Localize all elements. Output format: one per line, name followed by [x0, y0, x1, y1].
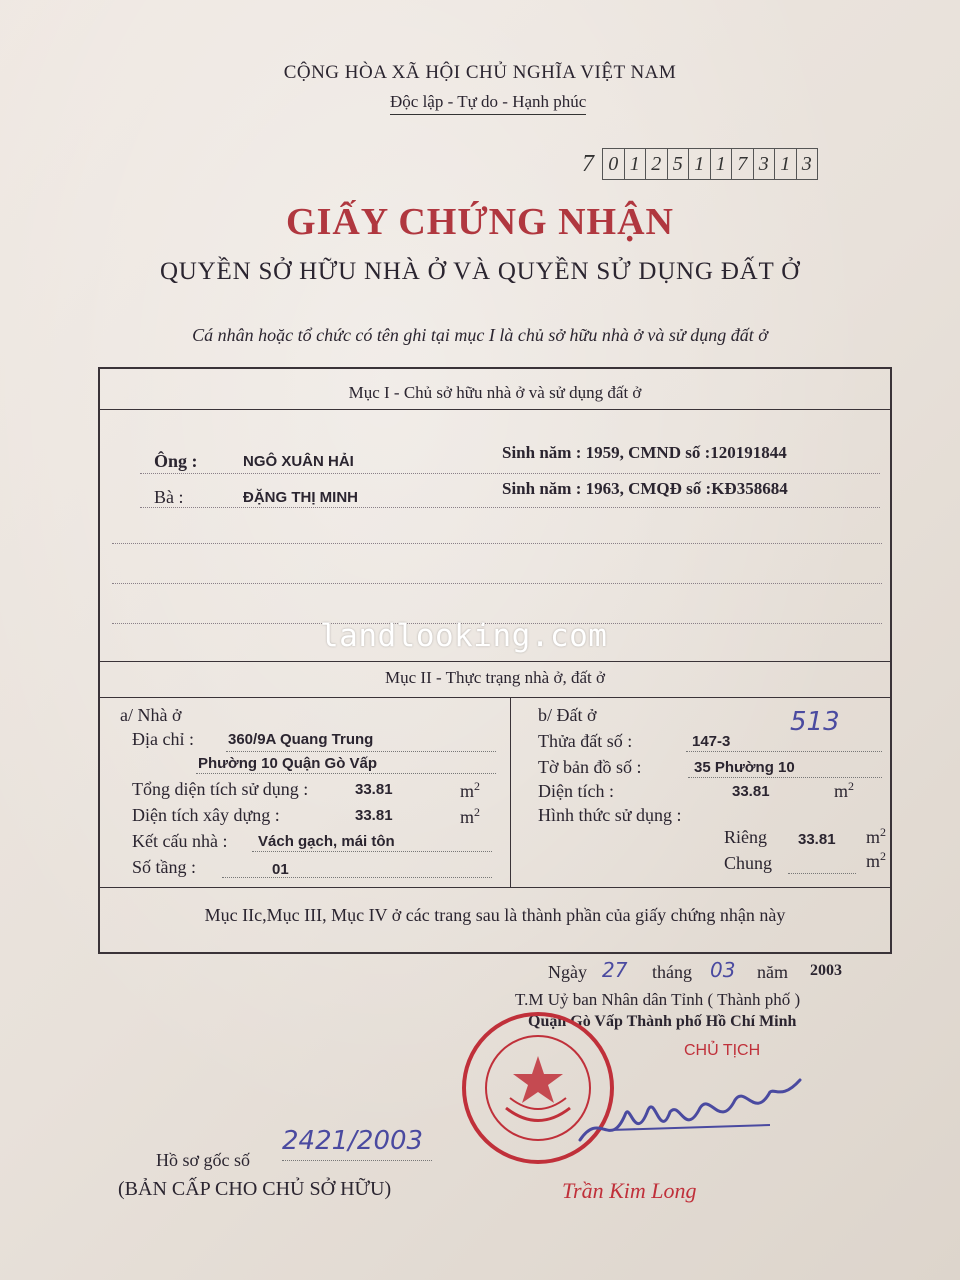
serial-digit: 5 — [668, 149, 690, 179]
authority-line2: Quận Gò Vấp Thành phố Hồ Chí Minh — [528, 1013, 797, 1030]
serial-digit: 3 — [801, 153, 812, 175]
signature-icon — [570, 1070, 810, 1160]
total-area-value: 33.81 — [355, 781, 393, 798]
serial-digit: 1 — [625, 149, 647, 179]
record-number: 2421/2003 — [282, 1126, 424, 1156]
country-header: CỘNG HÒA XÃ HỘI CHỦ NGHĨA VIỆT NAM — [283, 62, 677, 83]
unit-sup: 2 — [880, 849, 887, 863]
unit-m: m — [866, 851, 881, 871]
date-day-label: Ngày — [548, 962, 587, 982]
motto: Độc lập - Tự do - Hạnh phúc — [390, 92, 586, 115]
certificate-form-box — [98, 367, 892, 954]
date-year: 2003 — [810, 962, 842, 979]
land-area-value: 33.81 — [732, 783, 770, 800]
dotted-line — [196, 773, 496, 774]
dotted-line — [252, 851, 492, 852]
position-title: CHỦ TỊCH — [684, 1042, 761, 1059]
land-area-label: Diện tích : — [538, 781, 614, 801]
dotted-line — [140, 473, 880, 474]
serial-digit: 1 — [689, 149, 711, 179]
house-heading: a/ Nhà ở — [120, 705, 182, 725]
intro-text: Cá nhân hoặc tổ chức có tên ghi tại mục I là chủ sở hữu nhà ở và sử dụng đất ở — [192, 325, 768, 345]
document-title: GIẤY CHỨNG NHẬN — [286, 201, 674, 243]
footer-note: Mục IIc,Mục III, Mục IV ở các trang sau là thành phần của giấy chứng nhận này — [204, 905, 786, 925]
built-area-label: Diện tích xây dựng : — [132, 805, 280, 825]
private-label: Riêng — [724, 827, 767, 847]
divider — [100, 661, 890, 662]
authority-line1: T.M Uỷ ban Nhân dân Tỉnh ( Thành phố ) — [515, 990, 801, 1009]
document-subtitle: QUYỀN SỞ HỮU NHÀ Ở VÀ QUYỀN SỬ DỤNG ĐẤT Ở — [159, 258, 801, 285]
owner2-details: Sinh năm : 1963, CMQĐ số :KĐ358684 — [502, 479, 788, 498]
usage-label: Hình thức sử dụng : — [538, 805, 682, 825]
plot-value: 147-3 — [692, 733, 731, 750]
address-line1: 360/9A Quang Trung — [228, 731, 374, 748]
divider — [100, 697, 890, 698]
total-area-label: Tổng diện tích sử dụng : — [132, 779, 309, 799]
owner1-details: Sinh năm : 1959, CMND số :120191844 — [502, 443, 787, 462]
unit-sup: 2 — [474, 805, 481, 819]
serial-digit: 1 — [775, 149, 797, 179]
copy-note: (BẢN CẤP CHO CHỦ SỞ HỮU) — [118, 1178, 392, 1200]
serial-number-box — [602, 148, 818, 180]
shared-label: Chung — [724, 853, 773, 873]
dotted-line — [222, 877, 492, 878]
private-value: 33.81 — [798, 831, 836, 848]
column-divider — [510, 697, 511, 887]
plot-label: Thửa đất số : — [538, 731, 633, 751]
dotted-line — [112, 543, 882, 544]
dotted-line — [688, 777, 882, 778]
watermark: landlooking.com — [320, 618, 608, 654]
serial-digit: 7 — [732, 149, 754, 179]
owner2-name: ĐẶNG THỊ MINH — [243, 489, 358, 506]
unit-sup: 2 — [848, 779, 855, 793]
serial-digit: 2 — [646, 149, 668, 179]
date-month: 03 — [710, 958, 736, 982]
section2-title: Mục II - Thực trạng nhà ở, đất ở — [385, 668, 605, 687]
dotted-line — [226, 751, 496, 752]
unit-sup: 2 — [880, 825, 887, 839]
dotted-line — [140, 507, 880, 508]
address-line2: Phường 10 Quận Gò Vấp — [198, 755, 378, 772]
date-year-label: năm — [757, 962, 788, 982]
owner1-salutation: Ông : — [154, 451, 198, 471]
serial-digit: 0 — [603, 149, 625, 179]
record-label: Hồ sơ gốc số — [156, 1150, 251, 1170]
dotted-line — [112, 583, 882, 584]
map-value: 35 Phường 10 — [694, 759, 795, 776]
unit-m: m — [460, 781, 475, 801]
unit-m: m — [460, 807, 475, 827]
built-area-value: 33.81 — [355, 807, 393, 824]
unit-m: m — [834, 781, 849, 801]
divider — [100, 887, 890, 888]
dotted-line — [282, 1160, 432, 1161]
section1-title: Mục I - Chủ sở hữu nhà ở và sử dụng đất ở — [348, 383, 642, 402]
unit-sup: 2 — [474, 779, 481, 793]
dotted-line — [686, 751, 882, 752]
date-month-label: tháng — [652, 962, 692, 982]
serial-digit: 3 — [754, 149, 776, 179]
unit-m: m — [866, 827, 881, 847]
owner2-salutation: Bà : — [154, 487, 184, 507]
signer-name: Trần Kim Long — [562, 1178, 697, 1203]
owner1-name: NGÔ XUÂN HẢI — [243, 453, 354, 470]
dotted-line — [788, 873, 856, 874]
divider — [100, 409, 890, 410]
floors-value: 01 — [272, 861, 289, 878]
land-heading: b/ Đất ở — [538, 705, 597, 725]
serial-prefix: 7 — [582, 151, 594, 177]
floors-label: Số tầng : — [132, 857, 197, 877]
date-day: 27 — [602, 958, 628, 982]
serial-digit: 1 — [711, 149, 733, 179]
address-label: Địa chỉ : — [132, 729, 194, 749]
structure-label: Kết cấu nhà : — [132, 831, 228, 851]
map-label: Tờ bản đồ số : — [538, 757, 642, 777]
structure-value: Vách gạch, mái tôn — [258, 833, 395, 850]
handwritten-plot-number: 513 — [790, 707, 840, 737]
